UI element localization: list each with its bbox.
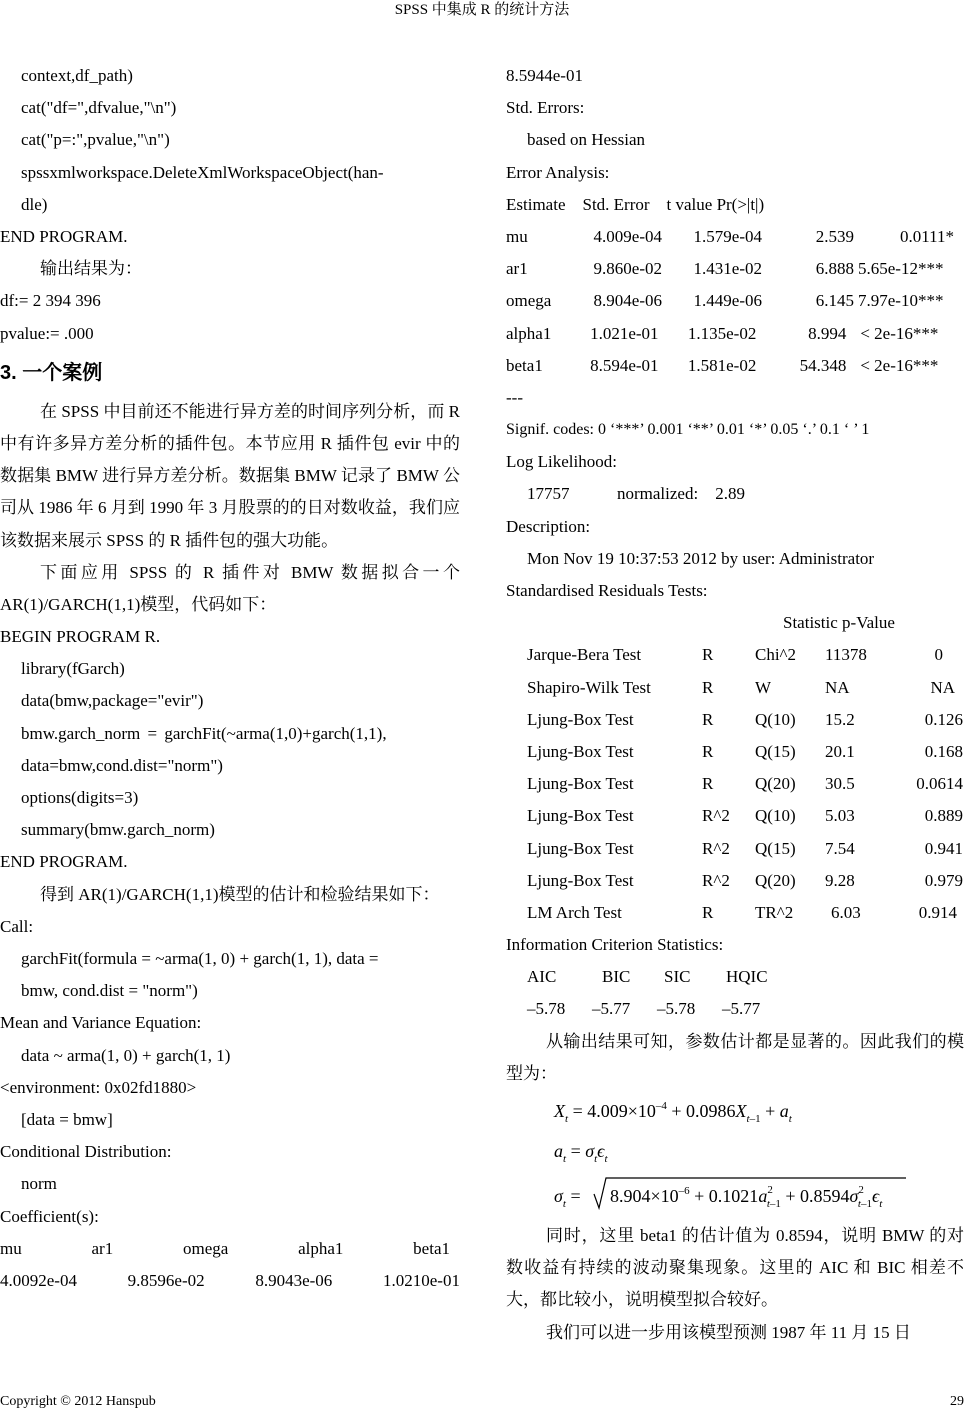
description-value: Mon Nov 19 10:37:53 2012 by user: Administrator bbox=[527, 548, 875, 568]
svg-text:8.904×10–6 + 0.1021a2t–1 + 0: $8.904\times 10^{-6} + 0.1021a^2$ $t-1 + 0.8594\sigma^2$ $t-1\epsilon_t$ bbox=[610, 1184, 883, 1211]
paragraph: 我们可以进一步用该模型预测 1987 年 11 月 15 日 bbox=[546, 1322, 911, 1342]
paragraph: 同时，这里 beta1 的估计值为 0.8594，说明 BMW 的对数收益有持续的波动聚集现象。这里的 AIC 和 BIC 相差不大，都比较小，说明模型拟合较好。 bbox=[506, 1226, 964, 1310]
srt-header: Statistic p-Value bbox=[783, 613, 895, 633]
coef-name: ar1 bbox=[91, 1238, 114, 1258]
param: omega bbox=[506, 291, 552, 311]
ic-value: –5.77 bbox=[592, 999, 631, 1019]
p-value: 7.97e-10*** bbox=[858, 291, 944, 311]
section-heading: 3. 一个案例 bbox=[0, 361, 103, 384]
ic-value: –5.78 bbox=[527, 999, 566, 1019]
std-error: 1.449e-06 bbox=[693, 291, 762, 311]
ics-label: Information Criterion Statistics: bbox=[506, 935, 724, 955]
test-stat: 15.2 bbox=[825, 709, 855, 729]
equation-error-graphic bbox=[506, 1130, 964, 1170]
std-errors-label: Std. Errors: bbox=[506, 98, 585, 118]
end-program: END PROGRAM. bbox=[0, 226, 128, 246]
log-likelihood-label: Log Likelihood: bbox=[506, 452, 617, 472]
test-pvalue: 0.168 bbox=[924, 741, 963, 761]
code-line: cat("p=:",pvalue,"\n") bbox=[21, 130, 170, 150]
test-name: Ljung-Box Test bbox=[527, 741, 634, 761]
paragraph: 下面应用 SPSS 的 R 插件对 BMW 数据拟合一个 AR(1)/GARCH(1,1)模型，代码如下： bbox=[0, 562, 460, 614]
test-series: R^2 bbox=[702, 870, 730, 890]
call-line: garchFit(formula = ~arma(1, 0) + garch(1, 1), data = bbox=[21, 949, 379, 968]
test-pvalue: 0 bbox=[934, 645, 943, 665]
coef-name: alpha1 bbox=[298, 1238, 344, 1258]
ic-name: HQIC bbox=[726, 967, 768, 987]
pvalue-line: pvalue:= .000 bbox=[0, 323, 94, 343]
test-series: R bbox=[702, 774, 714, 794]
estimate: 1.021e-01 bbox=[590, 323, 659, 343]
param: mu bbox=[506, 226, 528, 246]
paragraph: 从输出结果可知，参数估计都是显著的。因此我们的模型为： bbox=[506, 1031, 964, 1083]
code-line: summary(bmw.garch_norm) bbox=[21, 820, 215, 840]
coef-value: 4.0092e-04 bbox=[0, 1270, 77, 1290]
coef-name: mu bbox=[0, 1238, 22, 1258]
signif-codes: Signif. codes: 0 ‘***’ 0.001 ‘**’ 0.01 ‘*’ 0.05 ‘.’ 0.1 ‘ ’ 1 bbox=[506, 421, 870, 439]
estimate: 4.009e-04 bbox=[593, 226, 662, 246]
separator-dashes: --- bbox=[506, 387, 523, 407]
test-row bbox=[506, 897, 964, 929]
p-value: 5.65e-12*** bbox=[858, 259, 944, 279]
test-series: R bbox=[702, 709, 714, 729]
test-name: Ljung-Box Test bbox=[527, 806, 634, 826]
estimate: 9.860e-02 bbox=[593, 259, 662, 279]
test-series: R^2 bbox=[702, 806, 730, 826]
equation-variance-graphic bbox=[506, 1170, 964, 1220]
test-pvalue: 0.914 bbox=[918, 902, 957, 922]
code-line: data=bmw,cond.dist="norm") bbox=[21, 755, 223, 775]
ic-names-row bbox=[506, 961, 964, 993]
estimate-row bbox=[506, 221, 964, 253]
code-line: cat("df=",dfvalue,"\n") bbox=[21, 98, 177, 118]
test-series: R bbox=[702, 902, 714, 922]
p-value: < 2e-16*** bbox=[860, 355, 939, 375]
std-error: 1.431e-02 bbox=[693, 259, 762, 279]
param: beta1 bbox=[506, 355, 543, 375]
test-row bbox=[506, 672, 964, 704]
test-name: Ljung-Box Test bbox=[527, 709, 634, 729]
coef-value: 8.9043e-06 bbox=[255, 1270, 333, 1290]
mve-label: Mean and Variance Equation: bbox=[0, 1013, 202, 1033]
srt-label: Standardised Residuals Tests: bbox=[506, 581, 708, 600]
equation-variance bbox=[506, 1170, 964, 1220]
coef-value: 9.8596e-02 bbox=[127, 1270, 205, 1290]
test-row bbox=[506, 736, 964, 768]
p-value: < 2e-16*** bbox=[860, 323, 939, 343]
test-stat-name: TR^2 bbox=[755, 902, 794, 922]
coef-name: omega bbox=[182, 1238, 229, 1258]
test-stat-name: Q(20) bbox=[755, 870, 796, 890]
ic-value: –5.77 bbox=[722, 999, 761, 1019]
test-stat-name: Q(10) bbox=[755, 709, 796, 729]
test-series: R^2 bbox=[702, 838, 730, 858]
right-column bbox=[506, 60, 964, 1349]
test-stat: 20.1 bbox=[825, 741, 855, 761]
log-likelihood-value: 17757 bbox=[527, 484, 570, 504]
data-line: [data = bmw] bbox=[21, 1109, 113, 1129]
coef-name: beta1 bbox=[413, 1238, 450, 1258]
page-header: SPSS 中集成 R 的统计方法 bbox=[394, 2, 570, 18]
t-value: 6.888 bbox=[815, 259, 854, 279]
param: ar1 bbox=[506, 259, 528, 279]
test-row bbox=[506, 639, 964, 671]
paragraph: 在 SPSS 中目前还不能进行异方差的时间序列分析，而 R 中有许多异方差分析的插件包。本节应用 R 插件包 evir 中的数据集 BMW 进行异方差分析。数据集 BMW 记录了 BMW 公司从 1986 年 6 月到 1990 年 3 月股票的的日对数收益，我们应该数据来展示 SPSS 的 R 插件包的强大功能。 bbox=[0, 401, 461, 550]
test-pvalue: 0.126 bbox=[924, 709, 963, 729]
t-value: 6.145 bbox=[815, 291, 854, 311]
equation-mean-graphic bbox=[506, 1090, 964, 1130]
test-name: Ljung-Box Test bbox=[527, 774, 634, 794]
svg-text:σt =: $\sigma_t$ = bbox=[554, 1186, 581, 1211]
log-likelihood-row bbox=[506, 478, 964, 510]
test-stat-name: Chi^2 bbox=[755, 645, 797, 665]
norm-line: norm bbox=[21, 1174, 57, 1194]
std-error: 1.581e-02 bbox=[687, 355, 757, 375]
test-row bbox=[506, 704, 964, 736]
svg-text:Xt = 4.009×10–4 + 0.0986Xt–1: $X_t = 4.009\times 10^{-4} + 0.0986X_t-1 + a_t$ bbox=[554, 1100, 792, 1126]
coef-names-row bbox=[0, 1233, 460, 1265]
p-value: 0.0111* bbox=[900, 226, 954, 246]
t-value: 8.994 bbox=[808, 323, 847, 343]
test-stat: 11378 bbox=[825, 645, 867, 665]
test-pvalue: 0.0614 bbox=[916, 774, 963, 794]
cond-label: Conditional Distribution: bbox=[0, 1142, 172, 1162]
left-column bbox=[0, 60, 460, 1297]
t-value: 2.539 bbox=[815, 226, 854, 246]
test-pvalue: NA bbox=[930, 677, 955, 697]
test-series: R bbox=[702, 741, 714, 761]
environment-line: <environment: 0x02fd1880> bbox=[0, 1077, 197, 1097]
end-program: END PROGRAM. bbox=[0, 852, 128, 872]
test-stat: 9.28 bbox=[825, 870, 855, 890]
page-number: 29 bbox=[950, 1394, 964, 1409]
equation-error bbox=[506, 1130, 964, 1170]
estimate-row bbox=[506, 253, 964, 285]
test-pvalue: 0.941 bbox=[924, 838, 963, 858]
test-stat-name: Q(15) bbox=[755, 838, 796, 858]
test-pvalue: 0.979 bbox=[924, 870, 963, 890]
copyright: Copyright © 2012 Hanspub bbox=[0, 1394, 156, 1409]
param: alpha1 bbox=[506, 323, 552, 343]
code-line: context,df_path) bbox=[21, 66, 133, 85]
coef-value: 1.0210e-01 bbox=[383, 1270, 460, 1290]
call-line: bmw, cond.dist = "norm") bbox=[21, 981, 198, 1001]
test-stat-name: Q(20) bbox=[755, 774, 796, 794]
test-stat: 7.54 bbox=[825, 838, 855, 858]
estimate: 8.904e-06 bbox=[593, 291, 662, 311]
test-name: LM Arch Test bbox=[527, 902, 622, 922]
mve-line: data ~ arma(1, 0) + garch(1, 1) bbox=[21, 1045, 231, 1065]
ic-name: SIC bbox=[664, 967, 691, 987]
equation-mean bbox=[506, 1090, 964, 1130]
test-stat: NA bbox=[825, 677, 850, 697]
normalized-value: normalized: 2.89 bbox=[617, 484, 745, 504]
code-line: bmw.garch_norm = garchFit(~arma(1,0)+garch(1,1), bbox=[21, 723, 387, 743]
test-name: Ljung-Box Test bbox=[527, 870, 634, 890]
hessian-line: based on Hessian bbox=[527, 130, 646, 150]
df-line: df:= 2 394 396 bbox=[0, 291, 101, 311]
error-analysis-label: Error Analysis: bbox=[506, 162, 610, 182]
test-stat-name: W bbox=[755, 677, 772, 697]
std-error: 1.579e-04 bbox=[693, 226, 762, 246]
test-name: Shapiro-Wilk Test bbox=[527, 677, 651, 697]
test-row bbox=[506, 800, 964, 832]
test-name: Ljung-Box Test bbox=[527, 838, 634, 858]
code-line: data(bmw,package="evir") bbox=[21, 691, 204, 711]
t-value: 54.348 bbox=[799, 355, 847, 375]
ic-name: AIC bbox=[527, 967, 557, 987]
test-stat: 6.03 bbox=[831, 902, 861, 922]
ic-value: –5.78 bbox=[657, 999, 696, 1019]
coef-label: Coefficient(s): bbox=[0, 1206, 99, 1226]
test-name: Jarque-Bera Test bbox=[527, 645, 642, 665]
test-stat: 5.03 bbox=[825, 806, 855, 826]
estimate-row bbox=[506, 285, 964, 317]
begin-program: BEGIN PROGRAM R. bbox=[0, 627, 161, 647]
test-series: R bbox=[702, 645, 714, 665]
beta-value: 8.5944e-01 bbox=[506, 66, 583, 85]
ic-name: BIC bbox=[602, 967, 631, 987]
test-stat-name: Q(15) bbox=[755, 741, 796, 761]
output-label: 输出结果为： bbox=[40, 259, 142, 279]
code-line: dle) bbox=[21, 194, 48, 214]
test-series: R bbox=[702, 677, 714, 697]
svg-text:at = σtϵt: $a_t = \sigma_t\epsilon_t$ bbox=[554, 1141, 608, 1166]
paragraph: 得到 AR(1)/GARCH(1,1)模型的估计和检验结果如下： bbox=[40, 884, 440, 904]
test-row bbox=[506, 833, 964, 865]
coef-values-row bbox=[0, 1265, 460, 1297]
test-row bbox=[506, 865, 964, 897]
code-line: spssxmlworkspace.DeleteXmlWorkspaceObject(han- bbox=[21, 162, 384, 182]
test-stat: 30.5 bbox=[825, 774, 855, 794]
estimate: 8.594e-01 bbox=[590, 355, 659, 375]
description-label: Description: bbox=[506, 516, 591, 536]
test-pvalue: 0.889 bbox=[924, 806, 963, 826]
std-error: 1.135e-02 bbox=[687, 323, 757, 343]
estimate-header: Estimate Std. Error t value Pr(>|t|) bbox=[506, 194, 765, 214]
ic-values-row bbox=[506, 993, 964, 1025]
call-label: Call: bbox=[0, 916, 34, 936]
code-line: library(fGarch) bbox=[21, 659, 125, 679]
code-line: options(digits=3) bbox=[21, 788, 139, 808]
test-row bbox=[506, 768, 964, 800]
estimate-row bbox=[506, 318, 964, 350]
test-stat-name: Q(10) bbox=[755, 806, 796, 826]
estimate-row bbox=[506, 350, 964, 382]
